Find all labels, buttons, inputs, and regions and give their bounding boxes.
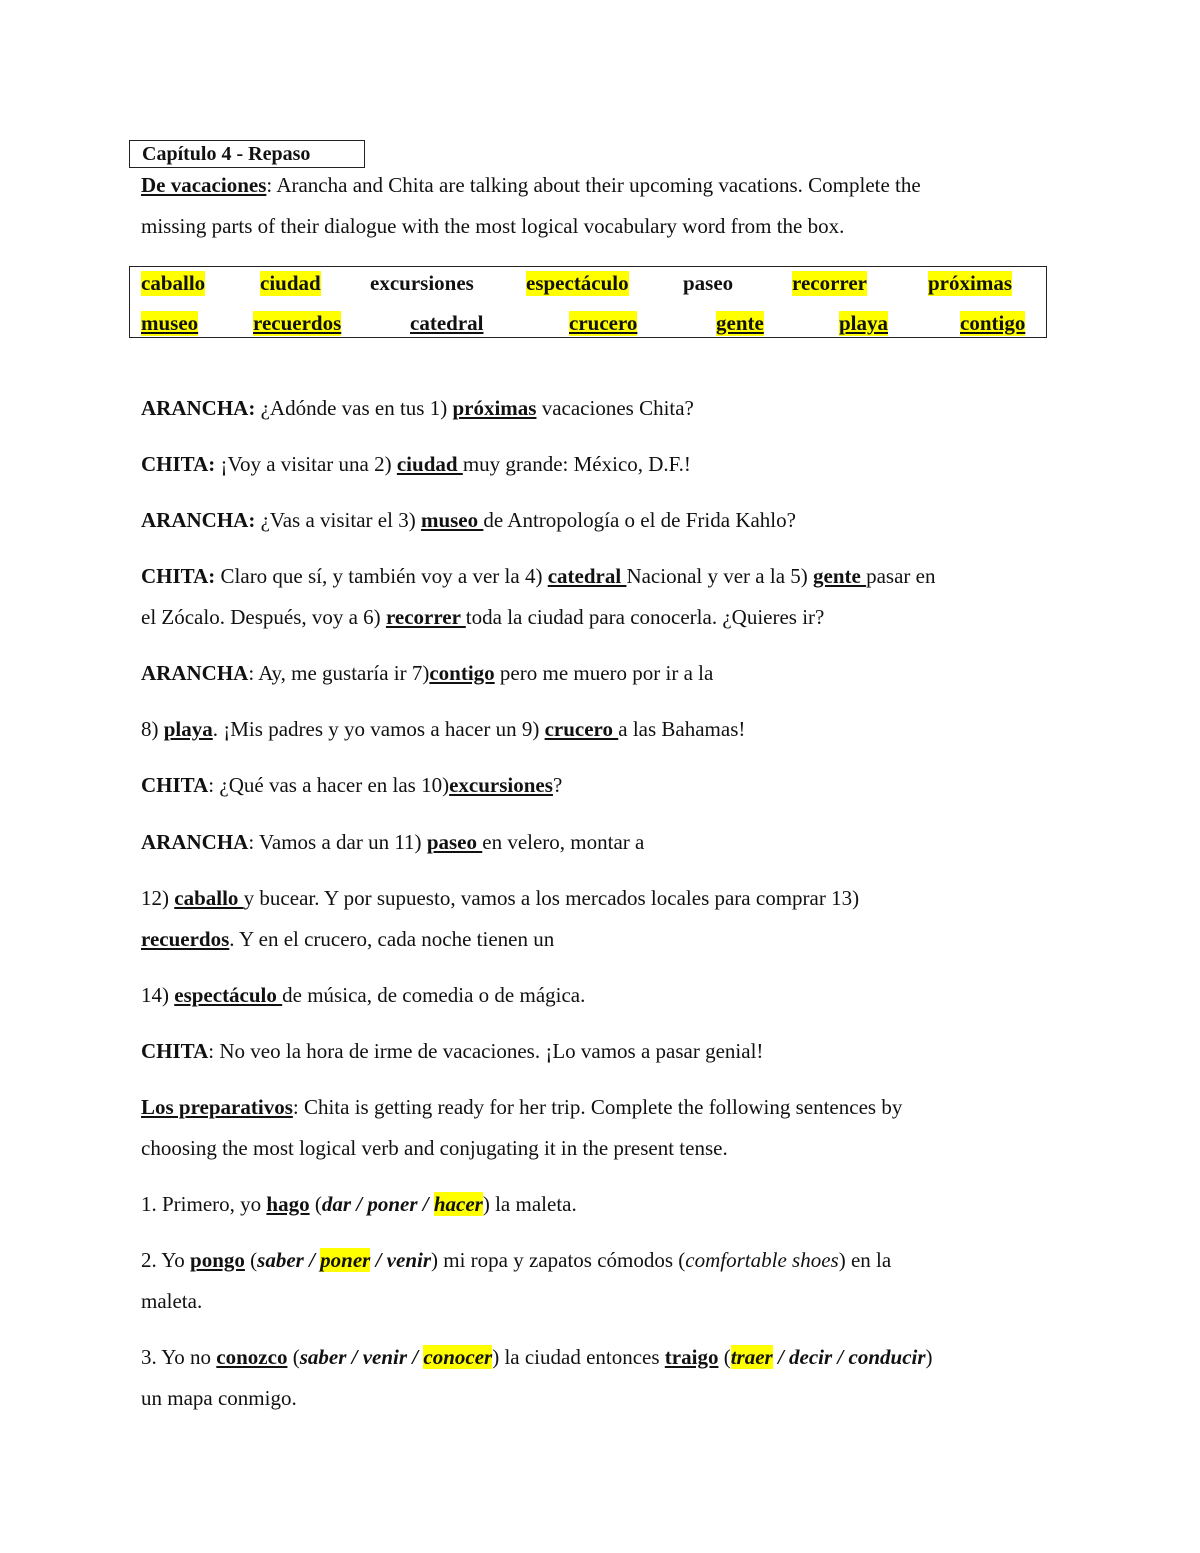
dialogue-text: : Ay, me gustaría ir 7) bbox=[248, 661, 430, 685]
sentence-text: ) bbox=[925, 1345, 933, 1369]
dialogue-text: . Y en el crucero, cada noche tienen un bbox=[229, 927, 555, 951]
dialogue-line bbox=[141, 717, 745, 742]
dialogue-text: 12) bbox=[141, 886, 175, 910]
word-bank-item: catedral bbox=[410, 311, 484, 335]
answer: paseo bbox=[426, 830, 483, 854]
sentence-text: ) en la bbox=[838, 1248, 892, 1272]
dialogue-line bbox=[141, 927, 554, 952]
dialogue-text: pero me muero por ir a la bbox=[494, 661, 714, 685]
sentence-text: 3. Yo no bbox=[141, 1345, 217, 1369]
answer: excursiones bbox=[449, 773, 553, 797]
section1-instr-line1: : Arancha and Chita are talking about their upcoming vacations. Complete the bbox=[266, 173, 921, 197]
dialogue-text: pasar en bbox=[866, 564, 936, 588]
verb-option-correct: conocer bbox=[423, 1345, 493, 1369]
dialogue-line bbox=[141, 564, 936, 589]
exercise-sentence-3 bbox=[141, 1345, 933, 1370]
dialogue-line bbox=[141, 1039, 763, 1064]
answer: recorrer bbox=[385, 605, 466, 629]
dialogue-line bbox=[141, 605, 824, 630]
dialogue-text: ¿Adónde vas en tus 1) bbox=[255, 396, 453, 420]
sentence-text: ) mi ropa y zapatos cómodos ( bbox=[431, 1248, 686, 1272]
dialogue-text: 14) bbox=[141, 983, 175, 1007]
exercise-sentence-3-cont: un mapa conmigo. bbox=[141, 1386, 297, 1410]
word-bank-item: caballo bbox=[141, 271, 206, 295]
verb-options: / decir / conducir bbox=[772, 1345, 926, 1369]
dialogue-text: ¿Vas a visitar el 3) bbox=[255, 508, 421, 532]
verb-options: saber / venir / bbox=[299, 1345, 424, 1369]
word-bank-item: playa bbox=[839, 311, 889, 335]
dialogue-line bbox=[141, 661, 713, 686]
dialogue-text: : Vamos a dar un 11) bbox=[248, 830, 427, 854]
verb-option-correct: hacer bbox=[433, 1192, 483, 1216]
answer: conozco bbox=[216, 1345, 288, 1369]
section2-instr-line2: choosing the most logical verb and conjugating it in the present tense. bbox=[141, 1136, 728, 1160]
verb-option-correct: traer bbox=[730, 1345, 773, 1369]
speaker-label: ARANCHA: bbox=[141, 396, 256, 420]
sentence-italic: comfortable shoes bbox=[685, 1248, 839, 1272]
speaker-label: ARANCHA bbox=[141, 661, 249, 685]
sentence-text: ) la maleta. bbox=[482, 1192, 577, 1216]
sentence-text: ( bbox=[244, 1248, 258, 1272]
section2-instructions bbox=[141, 1095, 902, 1120]
dialogue-text: Claro que sí, y también voy a ver la 4) bbox=[215, 564, 548, 588]
dialogue-line bbox=[141, 830, 644, 855]
verb-option-correct: poner bbox=[320, 1248, 371, 1272]
speaker-label: ARANCHA: bbox=[141, 508, 256, 532]
answer: hago bbox=[266, 1192, 310, 1216]
section2-heading: Los preparativos bbox=[141, 1095, 293, 1119]
answer: crucero bbox=[544, 717, 619, 741]
word-bank-item: gente bbox=[716, 311, 764, 335]
word-bank-item: paseo bbox=[683, 271, 734, 295]
speaker-label: ARANCHA bbox=[141, 830, 249, 854]
sentence-text: ( bbox=[309, 1192, 322, 1216]
answer: museo bbox=[420, 508, 484, 532]
dialogue-line bbox=[141, 508, 796, 533]
dialogue-text: Nacional y ver a la 5) bbox=[626, 564, 814, 588]
speaker-label: CHITA bbox=[141, 773, 209, 797]
section2-instr-line1: : Chita is getting ready for her trip. Complete the following sentences by bbox=[292, 1095, 903, 1119]
sentence-text: ) la ciudad entonces bbox=[492, 1345, 665, 1369]
speaker-label: CHITA bbox=[141, 1039, 209, 1063]
dialogue-text: toda la ciudad para conocerla. ¿Quieres ir? bbox=[465, 605, 825, 629]
exercise-sentence-2 bbox=[141, 1248, 891, 1273]
section1-heading: De vacaciones bbox=[141, 173, 267, 197]
verb-options: saber / bbox=[257, 1248, 321, 1272]
word-bank-item: recuerdos bbox=[253, 311, 342, 335]
word-bank-item: recorrer bbox=[792, 271, 867, 295]
dialogue-line bbox=[141, 886, 859, 911]
verb-options: / venir bbox=[370, 1248, 432, 1272]
dialogue-text: . ¡Mis padres y yo vamos a hacer un 9) bbox=[212, 717, 545, 741]
section1-instructions bbox=[141, 173, 921, 198]
word-bank-item: ciudad bbox=[260, 271, 321, 295]
dialogue-line bbox=[141, 773, 562, 798]
answer: espectáculo bbox=[174, 983, 283, 1007]
dialogue-line bbox=[141, 452, 691, 477]
sentence-text: 2. Yo bbox=[141, 1248, 191, 1272]
answer: catedral bbox=[547, 564, 627, 588]
word-bank-item: excursiones bbox=[370, 271, 474, 295]
page-title: Capítulo 4 - Repaso bbox=[129, 140, 365, 168]
dialogue-text: 8) bbox=[141, 717, 164, 741]
answer: contigo bbox=[429, 661, 495, 685]
exercise-sentence-1 bbox=[141, 1192, 577, 1217]
sentence-text: 1. Primero, yo bbox=[141, 1192, 267, 1216]
dialogue-text: de música, de comedia o de mágica. bbox=[282, 983, 586, 1007]
dialogue-text: de Antropología o el de Frida Kahlo? bbox=[483, 508, 796, 532]
verb-options: dar / poner / bbox=[321, 1192, 434, 1216]
exercise-sentence-2-cont: maleta. bbox=[141, 1289, 203, 1313]
word-bank-item: museo bbox=[141, 311, 199, 335]
dialogue-text: el Zócalo. Después, voy a 6) bbox=[141, 605, 386, 629]
dialogue-text: ¡Voy a visitar una 2) bbox=[215, 452, 397, 476]
dialogue-text: : ¿Qué vas a hacer en las 10) bbox=[208, 773, 450, 797]
dialogue-line bbox=[141, 983, 585, 1008]
answer: traigo bbox=[664, 1345, 719, 1369]
answer: playa bbox=[163, 717, 213, 741]
dialogue-text: vacaciones Chita? bbox=[536, 396, 694, 420]
answer: pongo bbox=[190, 1248, 245, 1272]
answer: caballo bbox=[174, 886, 244, 910]
speaker-label: CHITA: bbox=[141, 452, 216, 476]
answer: ciudad bbox=[396, 452, 463, 476]
dialogue-text: a las Bahamas! bbox=[618, 717, 746, 741]
dialogue-text: ? bbox=[552, 773, 563, 797]
sentence-text: ( bbox=[718, 1345, 731, 1369]
dialogue-text: : No veo la hora de irme de vacaciones. ¡Lo vamos a pasar genial! bbox=[208, 1039, 764, 1063]
answer: próximas bbox=[452, 396, 537, 420]
sentence-text: ( bbox=[287, 1345, 300, 1369]
answer: recuerdos bbox=[141, 927, 230, 951]
speaker-label: CHITA: bbox=[141, 564, 216, 588]
word-bank-item: contigo bbox=[960, 311, 1026, 335]
dialogue-text: y bucear. Y por supuesto, vamos a los mercados locales para comprar 13) bbox=[243, 886, 860, 910]
word-bank-item: crucero bbox=[569, 311, 638, 335]
dialogue-line bbox=[141, 396, 694, 421]
section1-instr-line2: missing parts of their dialogue with the most logical vocabulary word from the box. bbox=[141, 214, 845, 238]
dialogue-text: muy grande: México, D.F.! bbox=[462, 452, 691, 476]
dialogue-text: en velero, montar a bbox=[482, 830, 645, 854]
answer: gente bbox=[813, 564, 867, 588]
word-bank-item: próximas bbox=[928, 271, 1012, 295]
word-bank-item: espectáculo bbox=[526, 271, 629, 295]
